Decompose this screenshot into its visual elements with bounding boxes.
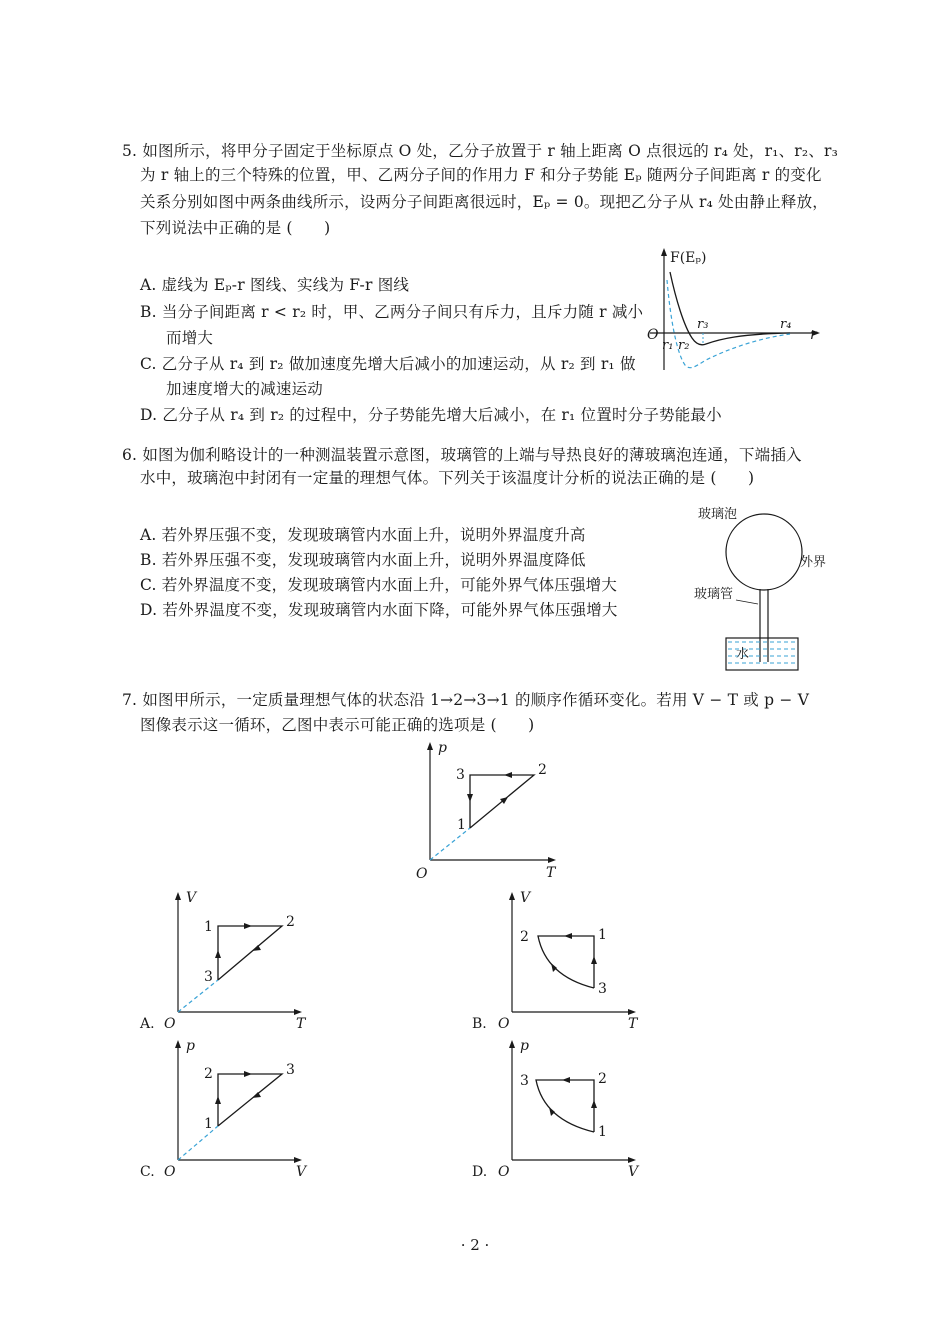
q6-option-b: B. 若外界压强不变，发现玻璃管内水面上升，说明外界温度降低 <box>140 551 586 569</box>
q6-tube-label: 玻璃管 <box>694 587 734 602</box>
q7-graph-d <box>470 1036 650 1181</box>
q5-y-label: F(Eₚ) <box>670 250 707 266</box>
q7-d-o: O <box>498 1164 510 1180</box>
q5-r3-label: r₃ <box>697 317 709 332</box>
q6-glass-bulb <box>726 514 802 590</box>
q7-a-o: O <box>164 1016 176 1032</box>
q7-main-x: T <box>546 865 556 881</box>
q5-option-a: A. 虚线为 Eₚ-r 图线、实线为 F-r 图线 <box>140 276 410 294</box>
q7-a-label: A. <box>140 1016 155 1032</box>
q5-line-2: 为 r 轴上的三个特殊的位置，甲、乙两分子间的作用力 F 和分子势能 Eₚ 随两分子间距离 r 的变化 <box>140 166 822 184</box>
q5-option-b-cont: 而增大 <box>166 329 214 347</box>
q7-line-2: 图像表示这一循环，乙图中表示可能正确的选项是 ( ) <box>140 716 535 734</box>
q5-option-c-cont: 加速度增大的减速运动 <box>166 380 324 398</box>
q7-d-x: V <box>628 1164 639 1180</box>
q5-line-4: 下列说法中正确的是 ( ) <box>140 219 331 237</box>
q7-graph-b <box>470 888 650 1033</box>
q7-b-o: O <box>498 1016 510 1032</box>
q6-line-1: 6. 如图为伽利略设计的一种测温装置示意图，玻璃管的上端与导热良好的薄玻璃泡连通，下端插入 <box>122 446 802 464</box>
q5-option-c: C. 乙分子从 r₄ 到 r₂ 做加速度先增大后减小的加速运动，从 r₂ 到 r₁ 做 <box>140 355 636 373</box>
q7-main-p1: 1 <box>457 817 466 833</box>
q5-origin-label: O <box>647 327 659 343</box>
q7-a-x: T <box>296 1016 306 1032</box>
q5-option-b: B. 当分子间距离 r < r₂ 时，甲、乙两分子间只有斥力，且斥力随 r 减小 <box>140 303 644 321</box>
q7-main-graph <box>410 740 570 882</box>
q7-d-p1: 1 <box>598 1124 607 1140</box>
q7-b-p3: 3 <box>598 981 607 997</box>
q7-b-p2: 2 <box>520 929 529 945</box>
q5-r2-label: r₂ <box>678 338 690 353</box>
q5-line-1: 5. 如图所示，将甲分子固定于坐标原点 O 处，乙分子放置于 r 轴上距离 O 点很远的 r₄ 处，r₁、r₂、r₃ <box>122 142 839 160</box>
q5-r4-label: r₄ <box>780 317 792 332</box>
q7-d-y: p <box>520 1038 529 1054</box>
q5-y-arrow <box>661 248 667 256</box>
q7-b-y: V <box>520 890 531 906</box>
q6-outside-label: 外界 <box>800 555 827 570</box>
q7-a-p3: 3 <box>204 969 213 985</box>
q6-option-c: C. 若外界温度不变，发现玻璃管内水面上升，可能外界气体压强增大 <box>140 576 618 594</box>
q5-option-d: D. 乙分子从 r₄ 到 r₂ 的过程中，分子势能先增大后减小，在 r₁ 位置时分子势能最小 <box>140 406 722 424</box>
q7-d-p3: 3 <box>520 1073 529 1089</box>
q7-c-p1: 1 <box>204 1116 213 1132</box>
q7-b-label: B. <box>472 1016 487 1032</box>
q7-a-p1: 1 <box>204 919 213 935</box>
q6-glass-tube <box>760 589 768 662</box>
q7-c-o: O <box>164 1164 176 1180</box>
q7-main-p3: 3 <box>456 767 465 783</box>
q6-option-a: A. 若外界压强不变，发现玻璃管内水面上升，说明外界温度升高 <box>140 526 586 544</box>
q7-a-y: V <box>186 890 197 906</box>
q7-graph-a <box>138 888 318 1033</box>
q6-line-2: 水中，玻璃泡中封闭有一定量的理想气体。下列关于该温度计分析的说法正确的是 ( ) <box>140 469 755 487</box>
q6-bulb-label: 玻璃泡 <box>698 507 738 522</box>
q6-water-label: 水 <box>736 647 750 662</box>
q5-x-label: r <box>810 327 817 343</box>
q7-graph-c <box>138 1036 318 1181</box>
q7-d-label: D. <box>472 1164 488 1180</box>
q7-c-p3: 3 <box>286 1062 295 1078</box>
q7-c-p2: 2 <box>204 1066 213 1082</box>
q6-thermometer-figure <box>688 500 838 675</box>
q7-a-p2: 2 <box>286 914 295 930</box>
q7-main-p2: 2 <box>538 762 547 778</box>
page-number: · 2 · <box>460 1236 490 1254</box>
q5-solid-curve <box>670 272 790 345</box>
q7-d-p2: 2 <box>598 1071 607 1087</box>
q6-option-d: D. 若外界温度不变，发现玻璃管内水面下降，可能外界气体压强增大 <box>140 601 618 619</box>
q7-line-1: 7. 如图甲所示，一定质量理想气体的状态沿 1→2→3→1 的顺序作循环变化。若用 V − T 或 p − V <box>122 691 810 709</box>
q5-force-energy-graph <box>640 240 830 380</box>
q5-line-3: 关系分别如图中两条曲线所示，设两分子间距离很远时，Eₚ = 0。现把乙分子从 r₄ 处由静止释放， <box>140 193 828 211</box>
q7-b-p1: 1 <box>598 927 607 943</box>
q7-main-y: p <box>438 740 447 756</box>
q7-main-o: O <box>416 866 428 882</box>
q7-c-x: V <box>296 1164 307 1180</box>
q7-c-y: p <box>186 1038 195 1054</box>
q7-c-label: C. <box>140 1164 155 1180</box>
q6-tube-leader <box>736 600 758 604</box>
q7-b-x: T <box>628 1016 638 1032</box>
q5-r1-label: r₁ <box>662 338 674 353</box>
